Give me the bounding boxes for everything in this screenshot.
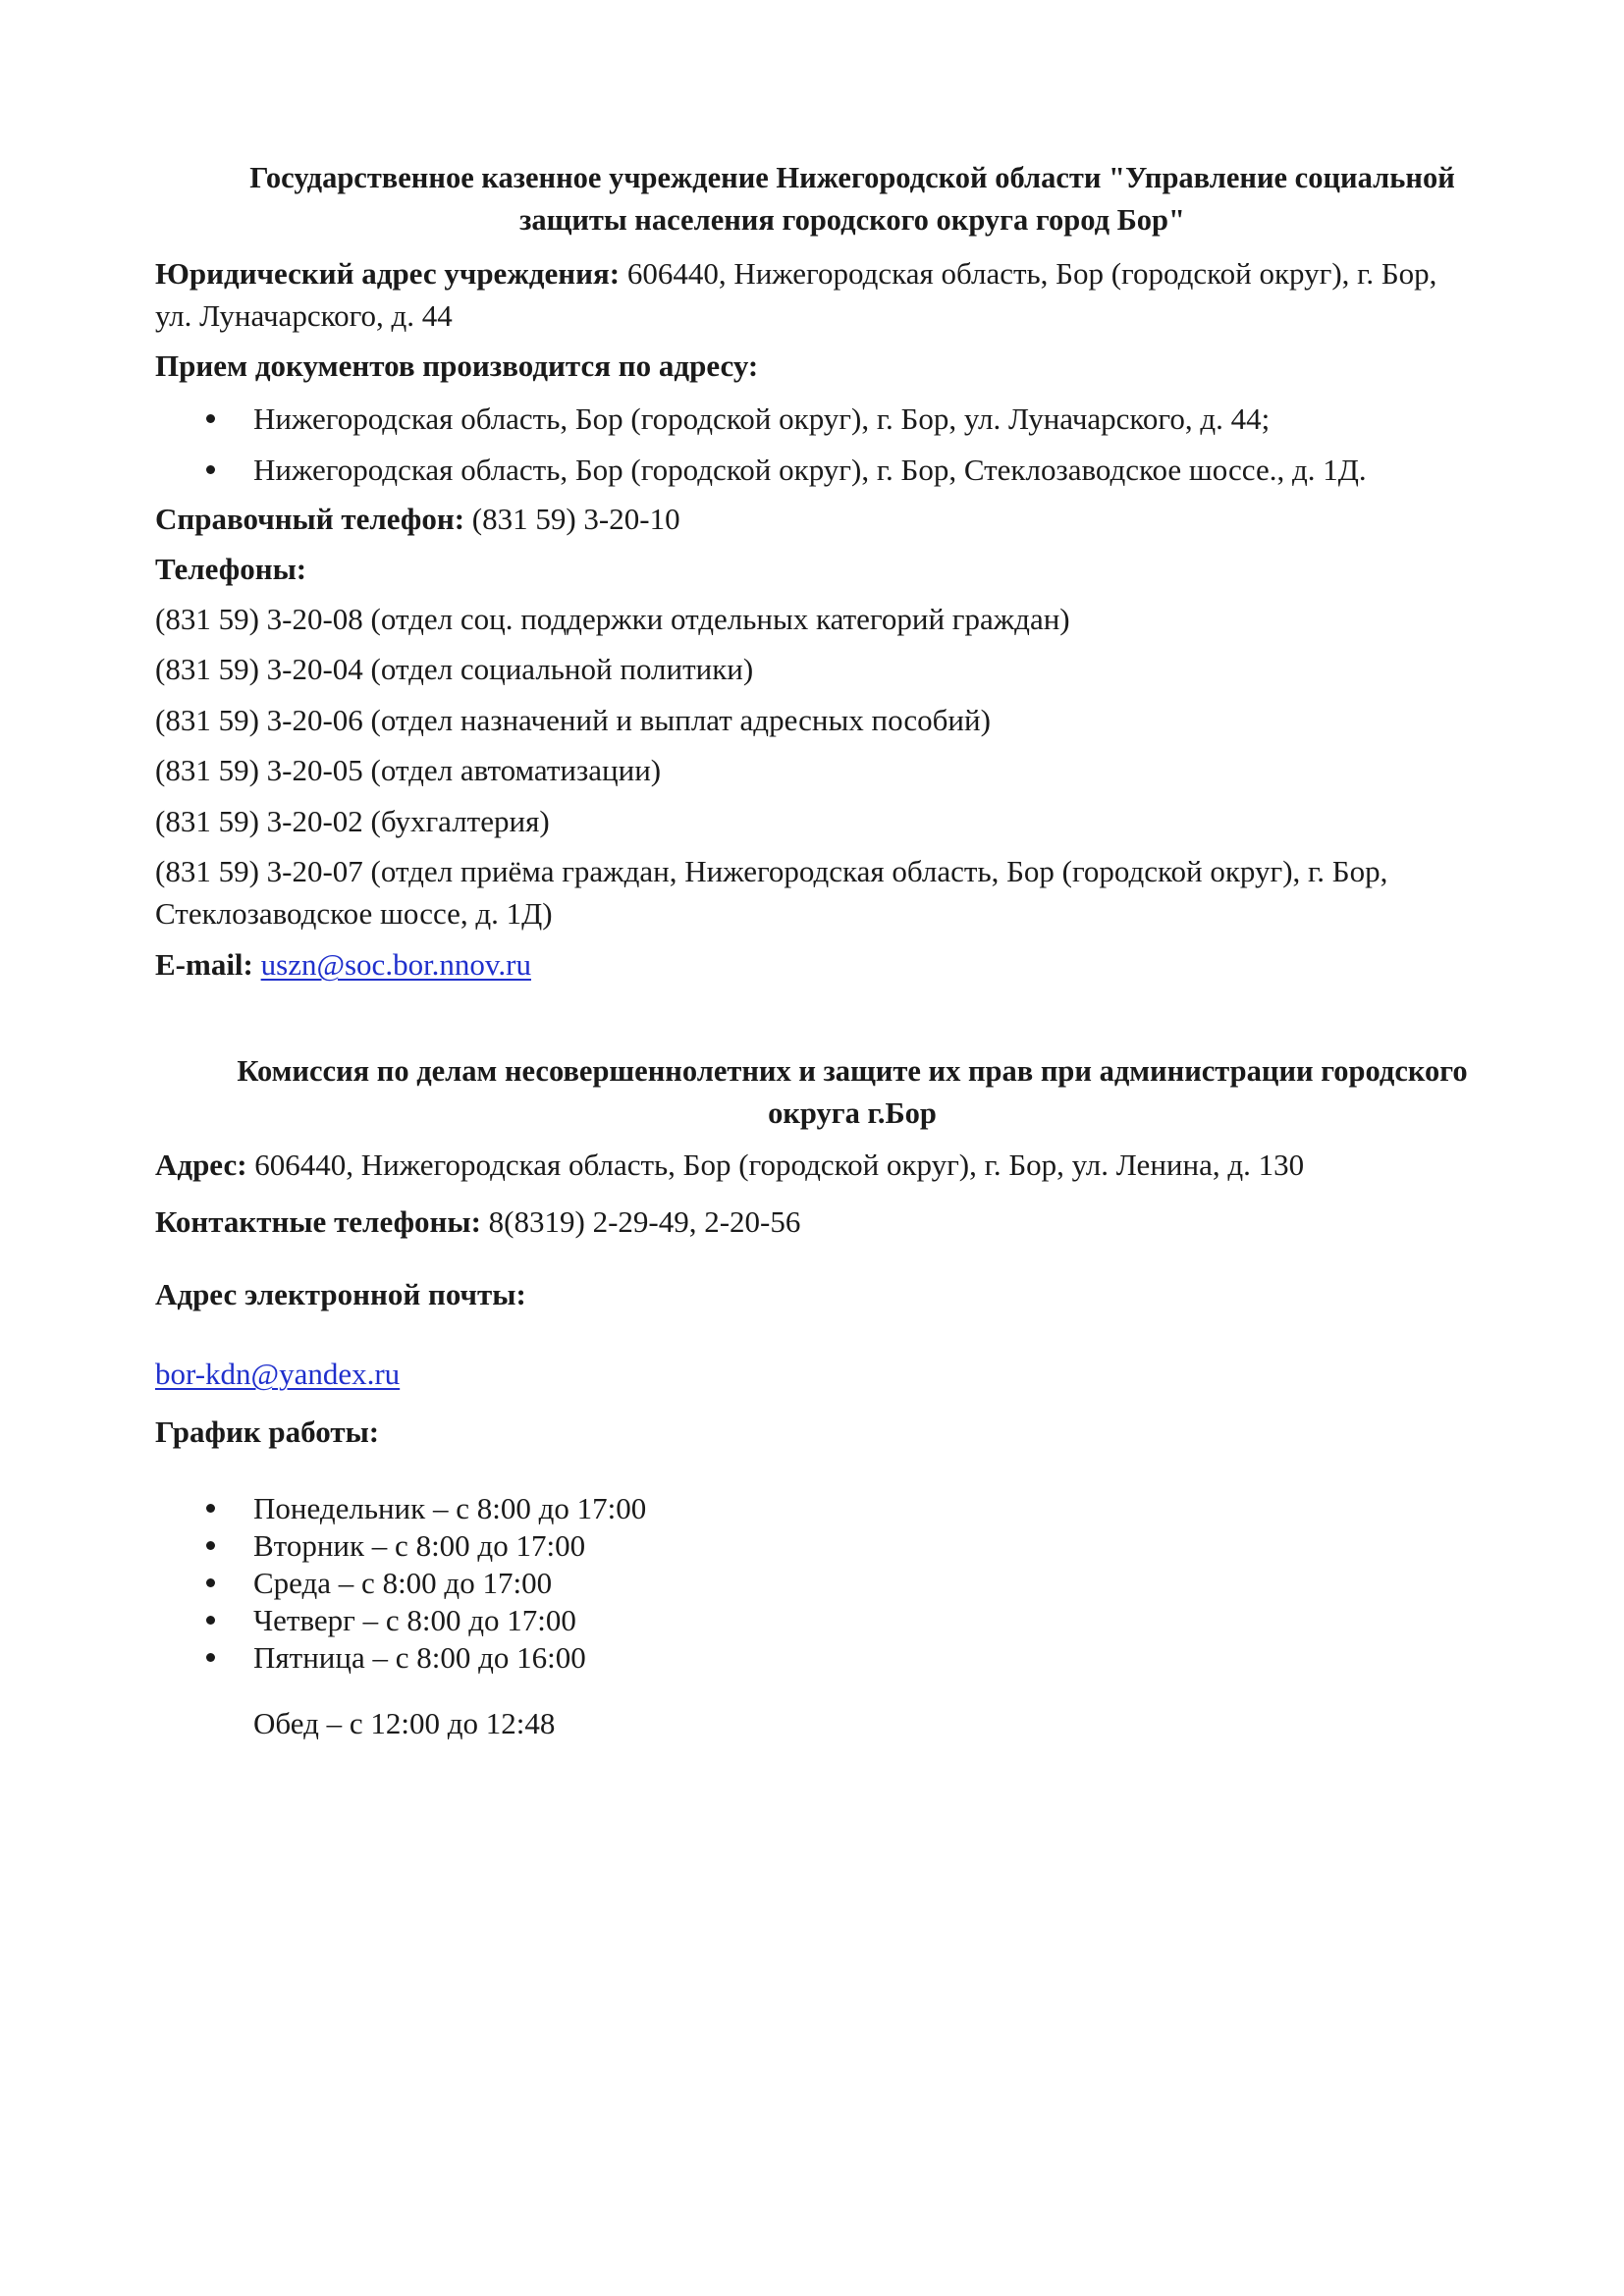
list-item: Вторник – с 8:00 до 17:00: [155, 1527, 1549, 1565]
email-link[interactable]: uszn@soc.bor.nnov.ru: [260, 947, 531, 982]
schedule-list: [155, 1490, 1549, 1677]
bullet-icon: [206, 1616, 215, 1625]
email-label: E-mail:: [155, 947, 253, 982]
bullet-icon: [206, 414, 215, 423]
bullet-icon: [206, 1541, 215, 1550]
phone-line: (831 59) 3-20-05 (отдел автоматизации): [155, 753, 662, 787]
phone-line: (831 59) 3-20-06 (отдел назначений и выплат адресных пособий): [155, 703, 991, 737]
phone-line: (831 59) 3-20-02 (бухгалтерия): [155, 804, 550, 838]
org2-email-label: Адрес электронной почты:: [155, 1277, 526, 1311]
list-item: Пятница – с 8:00 до 16:00: [155, 1639, 1549, 1677]
help-phone: [155, 498, 1549, 540]
org2-title: [155, 1050, 1549, 1135]
org1-title-line1: Государственное казенное учреждение Нижегородской области "Управление социальной: [249, 161, 1455, 194]
address-value: 606440, Нижегородская область, Бор (городской округ), г. Бор, ул. Ленина, д. 130: [246, 1148, 1305, 1182]
bullet-icon: [206, 1653, 215, 1662]
phones-label: Телефоны:: [155, 552, 307, 586]
address-label: Адрес:: [155, 1148, 247, 1182]
bullet-icon: [206, 1504, 215, 1513]
org1-email: [155, 943, 1549, 986]
list-item: Нижегородская область, Бор (городской округ), г. Бор, ул. Луначарского, д. 44;: [155, 394, 1549, 445]
contact-phones-value: 8(8319) 2-29-49, 2-20-56: [480, 1204, 801, 1239]
org1-legal-address: [155, 252, 1549, 337]
org2-address: [155, 1144, 1549, 1186]
schedule-label: График работы:: [155, 1415, 380, 1449]
reception-address-list: [155, 394, 1549, 496]
bullet-icon: [206, 1578, 215, 1587]
list-item: Четверг – с 8:00 до 17:00: [155, 1602, 1549, 1639]
phone-line-reception: (831 59) 3-20-07 (отдел приёма граждан, Нижегородская область, Бор (городской округ), г. Бор, Стеклозаводское шоссе, д. 1Д): [155, 854, 1388, 931]
phone-line: (831 59) 3-20-08 (отдел соц. поддержки отдельных категорий граждан): [155, 602, 1070, 636]
reception-label: Прием документов производится по адресу:: [155, 348, 759, 383]
phone-line: (831 59) 3-20-04 (отдел социальной политики): [155, 652, 754, 686]
lunch-break: Обед – с 12:00 до 12:48: [253, 1706, 556, 1740]
org1-title-line2: защиты населения городского округа город Бор": [519, 203, 1185, 237]
list-item: Понедельник – с 8:00 до 17:00: [155, 1490, 1549, 1527]
org2-contact-phones: [155, 1201, 1549, 1243]
help-phone-value: (831 59) 3-20-10: [464, 502, 680, 536]
contact-phones-label: Контактные телефоны:: [155, 1204, 481, 1239]
org2-email: [155, 1353, 1549, 1395]
legal-address-value-line1: 606440, Нижегородская область, Бор (городской округ), г. Бор,: [620, 256, 1437, 291]
email-link[interactable]: bor-kdn@yandex.ru: [155, 1357, 401, 1391]
org1-title: [155, 157, 1549, 241]
list-item: Нижегородская область, Бор (городской округ), г. Бор, Стеклозаводское шоссе., д. 1Д.: [155, 445, 1549, 496]
legal-address-label: Юридический адрес учреждения:: [155, 256, 621, 291]
help-phone-label: Справочный телефон:: [155, 502, 465, 536]
org2-title-line1: Комиссия по делам несовершеннолетних и защите их прав при администрации городского: [237, 1054, 1468, 1088]
list-item: Среда – с 8:00 до 17:00: [155, 1565, 1549, 1602]
bullet-icon: [206, 465, 215, 474]
org2-title-line2: округа г.Бор: [768, 1096, 937, 1130]
legal-address-value-line2: ул. Луначарского, д. 44: [155, 298, 453, 333]
